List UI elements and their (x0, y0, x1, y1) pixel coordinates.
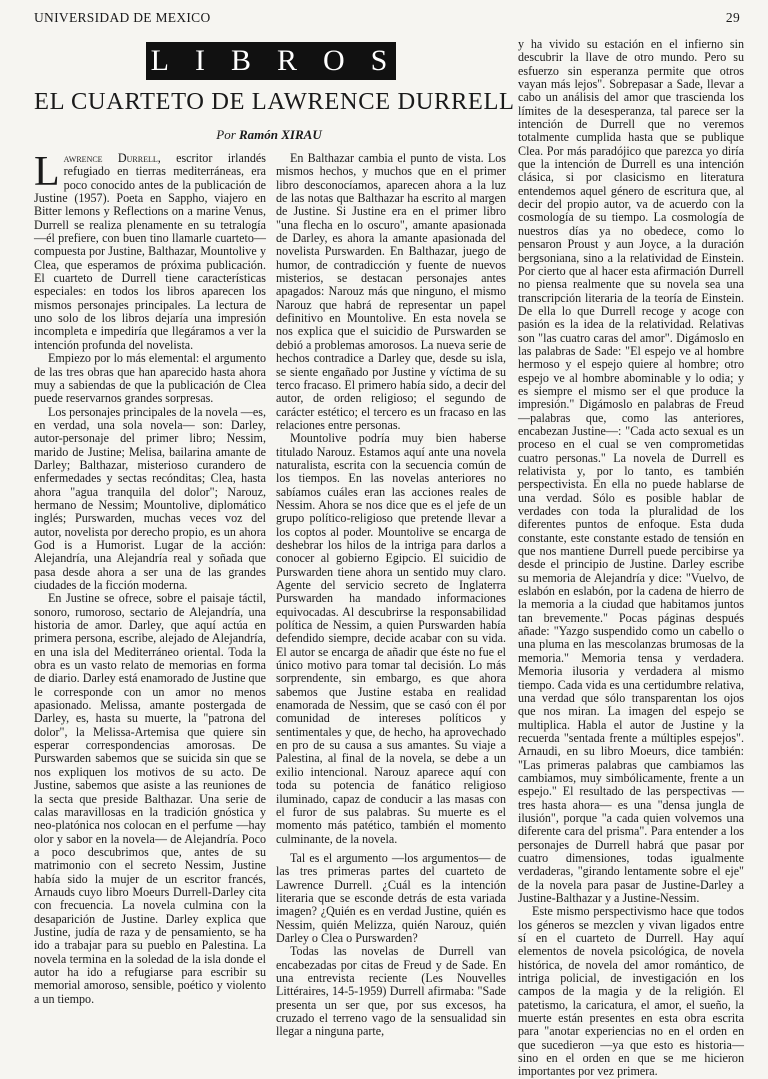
article-title: EL CUARTETO DE LAWRENCE DURRELL (34, 88, 515, 115)
journal-name: UNIVERSIDAD DE MEXICO (34, 10, 211, 25)
section-banner: LIBROS (146, 42, 396, 80)
paragraph: En Balthazar cambia el punto de vista. Los mismos hechos, y muchos que en el primer libro desconocíamos, aparecen ahora a la luz de las notas que Balthazar ha escrito al margen de Justine. Si Justine era en el primer libro "una flecha en lo oscuro", amante apasionada de Darley, es ahora la amante apasionada del novelista Purswarden. En Balthazar, juego de humor, de contradicción y fuente de nuevos misterios, se destacan personajes antes apagados: Narouz más que ninguno, el mismo Narouz que habrá de representar un papel definitivo en Mountolive. En esta novela se nos explica que el suicidio de Purswarden se debió a problemas amorosos. La nueva serie de hechos contradice a Darley que, desde su isla, se siente engañado por Justine y víctima de su terco fracaso. El primero había sido, a decir del autor, de orden religioso; el segundo de carácter estético; el tercero es un fracaso en las relaciones entre personas. (276, 151, 506, 432)
column-1 (34, 149, 266, 1006)
paragraph: Mountolive podría muy bien haberse titulado Narouz. Estamos aquí ante una novela naturalista, escrita con la secuencia común de los tiempos. En las novelas anteriores no sabíamos cuáles eran las acciones reales de Nessim. Ahora se nos dice que es el jefe de un grupo político-religioso que pretende llevar a los coptos al poder. Mountolive se encarga de deshebrar los hilos de la intriga para darlos a conocer al gobierno Egipcio. El suicidio de Purswarden tiene ahora un sentido muy claro. Agente del servicio secreto de Inglaterra Purswarden ha mandado informaciones equivocadas. Al descubrirse la responsabilidad política de Nessim, a quien Purswarden había defendido siempre, decide acabar con su vida. El autor se encarga de añadir que éste no fue el único motivo para tomar tal decisión. Lo más sorprendente, sin embargo, es que ahora sabemos que Justine estaba en realidad enamorada de Nessim, que se casó con él por comunidad de intereses políticos y sentimentales y que, de hecho, ha aprovechado en pro de su causa a sus amantes. Su viaje a Palestina, al final de la novela, se debe a un exilio intencional. Narouz aparece aquí con toda su potencia de fanático religioso iluminado, capaz de conducir a las masas con el furor de sus palabras. Su muerte es el momento más patético, también el momento culminante, de la novela. (276, 431, 506, 846)
column-3 (518, 38, 744, 1079)
paragraph: Tal es el argumento —los argumentos— de las tres primeras partes del cuarteto de Lawrence Durrell. ¿Cuál es la intención literaria que se esconde detrás de esta variada imagen? ¿Quién es en verdad Justine, quién es Nessim, quién Melizza, quién Narouz, quién Darley o Clea o Purswarden? (276, 850, 506, 945)
page-number: 29 (725, 10, 740, 25)
paragraph: Empiezo por lo más elemental: el argumento de las tres obras que han aparecido hasta ahora muy a sabiendas de que la publicación de Clea puede reservarnos grandes sorpresas. (34, 351, 266, 406)
running-head (34, 10, 740, 26)
byline-prefix: Por (216, 127, 236, 142)
byline (34, 127, 504, 143)
paragraph: y ha vivido su estación en el infierno sin descubrir la llave de otro mundo. Pero su esfuerzo sin esperanza permite que otros vayan más lejos". Sobrepasar a Sade, llevar a cabo un análisis del amor que trascienda los límites de la desesperanza, tal parece ser la intención de Durrell que no veremos totalmente cumplida hasta que se publique Clea. Por más paradójico que parezca yo diría que la intención de Durrell es una intención clásica, si por clasicismo en literatura entendemos aquel género de escritura que, al decir del propio autor, va de acuerdo con la cosmología de su tiempo. La cosmología de nuestros días ya no obedece, como lo pensaron Proust y aun Joyce, a la duración bergsoniana, sino a la relatividad de Einstein. Por cierto que al hacer esta afirmación Durrell no piensa realmente que su novela sea una transcripción literaria de la teoría de Einstein. De ella lo que Durrell recoge y acoge con pasión es la idea de la relatividad. Relativas son "las cuatro caras del amor". Digámoslo en las palabras de Sade: "El espejo ve al hombre hermoso y el espejo quiere al hombre; otro espejo ve al hombre abominable y lo odia; y es siempre el mismo ser el que produce la impresión." Digámoslo en palabras de Freud —palabras que, como las anteriores, encabezan Justine—: "Cada acto sexual es un proceso en el cual se ven comprometidas cuatro personas." La novela de Durrell es relativista y, por lo tanto, es también perspectivista. En ella no puede hablarse de una verdad. Sólo es posible hablar de verdades con toda la pluralidad de los diferentes puntos de enfoque. Esta duda constante, este constante estado de tensión en que nos mantiene Durrell puede percibirse ya desde el principio de Justine. Darley escribe su memoria de Alejandría y dice: "Vuelvo, de eslabón en eslabón, por la cadena de hierro de la memoria a la ciudad que habitamos juntos tan brevemente." Pocas páginas después añade: "Yazgo suspendido como un cabello o una pluma en las mescolanzas brumosas de la memoria." Memoria tensa y verdadera. Memoria ilusoria y verdadera al mismo tiempo. Cada vida es una certidumbre relativa, una verdad que sólo transparentan los ojos que nos miran. La imagen del espejo se multiplica. Habla el autor de Justine y la recuerda "sentada frente a múltiples espejos". Arnaudi, en su libro Moeurs, dice también: "Las primeras palabras que cambiamos las cambiamos, muy simbólicamente, frente a un espejo." El resultado de las perspectivas —tres hasta ahora— es una "densa jungla de ilusión", porque "a cada quien volvemos una diferente cara del prisma". Para entender a los personajes de Durrell habrá que pasar por cuatro dimensiones, todas igualmente verdaderas, "girando lentamente sobre el eje" de la novela para pasar de Justine-Darley a Justine-Balthazar y a Justine-Nessim. (518, 37, 744, 905)
author-name: Ramón XIRAU (239, 127, 322, 142)
paragraph: Este mismo perspectivismo hace que todos los géneros se mezclen y vivan ligados entre sí en el cuarteto de Durrell. Hay aquí elementos de novela psicológica, de novela histórica, de novela del amor romántico, de intriga policial, de investigación en los campos de la magia y de la religión. El patetismo, la caricatura, el amor, el sueño, la muerte están presentes en esta obra escrita para "anotar experiencias no en el orden en que sucedieron —ya que esto es historia— sino en el orden en que se me hicieron importantes por vez primera. (518, 904, 744, 1079)
lead-in: awrence Durrell (63, 151, 158, 165)
paragraph: Todas las novelas de Durrell van encabezadas por citas de Freud y de Sade. En una entrevista reciente (Les Nouvelles Littéraires, 14-5-1959) Durrell afirmaba: "Sade presenta un ser que, por sus excesos, ha cruzado el terreno vago de la sensualidad sin llegar a ninguna parte, (276, 944, 506, 1039)
paragraph: Lawrence Durrell, escritor irlandés refugiado en tierras mediterráneas, era poco conocido antes de la publicación de Justine (1957). Poeta en Sappho, viajero en Bitter lemons y Reflections on a marine Venus, Durrell se realiza plenamente en su tetralogía —él prefiere, con buen tino llamarle cuarteto— compuesta por Justine, Balthazar, Mountolive y Clea, que esperamos de próxima publicación. El cuarteto de Durrell tiene características especiales: en todos los libros aparecen los mismos personajes principales. La lectura de uno solo de los libros dejaría una impresión incompleta e impediría que llegáramos a ver la intención profunda del novelista. (34, 149, 266, 352)
column-2 (276, 152, 506, 1039)
drop-cap: L (34, 149, 60, 195)
paragraph: Los personajes principales de la novela —es, en verdad, una sola novela— son: Darley, autor-personaje del primer libro; Nessim, marido de Justine; Melisa, bailarina amante de Darley; Balthazar, misterioso curandero de enfermedades y sectas recónditas; Clea, hasta ahora "agua tranquila del dolor"; Narouz, hermano de Nessim; Mountolive, diplomático inglés; Purswarden, muchas veces voz del autor, novelista por derecho propio, es un ahora God is a Humorist. Lugar de la acción: Alejandría, una Alejandría real y soñada que pasa desde ahora a ser una de las grandes ciudades de la ficción moderna. (34, 404, 266, 592)
paragraph: En Justine se ofrece, sobre el paisaje táctil, sonoro, rumoroso, sectario de Alejandría, una historia de amor. Darley, que aquí actúa en primera persona, escribe, alejado de Alejandría, en una isla del Mediterráneo oriental. Toda la obra es un vasto relato de memorias en forma de diario. Darley está enamorado de Justine que le corresponde con un amor no menos apasionado. Melissa, amante postergada de Darley, es, hasta su muerte, la "patrona del dolor", la Melissa-Artemisa que quiere sin esperar correspondencias amorosas. De Purswarden sabemos que se suicida sin que se nos expliquen los motivos de su acto. De Justine, sabemos que asiste a las reuniones de la secta que preside Balthazar. Una serie de calas maravillosas en la tradición gnóstica y neo-platónica nos colocan en el perfume —hay olor y sabor en la novela— de Alejandría. Poco a poco descubrimos que, antes de su matrimonio con el secreto Nessim, Justine había sido la mujer de un escritor francés, Arnauds cuyo libro Moeurs Durrell-Darley cita con frecuencia. La novela culmina con la desaparición de Justine. Darley explica que Justine, judía de raza y de pensamiento, se ha ido a trabajar para su pueblo en Palestina. La novela termina en la soledad de la isla donde el autor ha ido a refugiarse para escribir su memorial amoroso, sensible, poético y violento a un tiempo. (34, 591, 266, 1006)
